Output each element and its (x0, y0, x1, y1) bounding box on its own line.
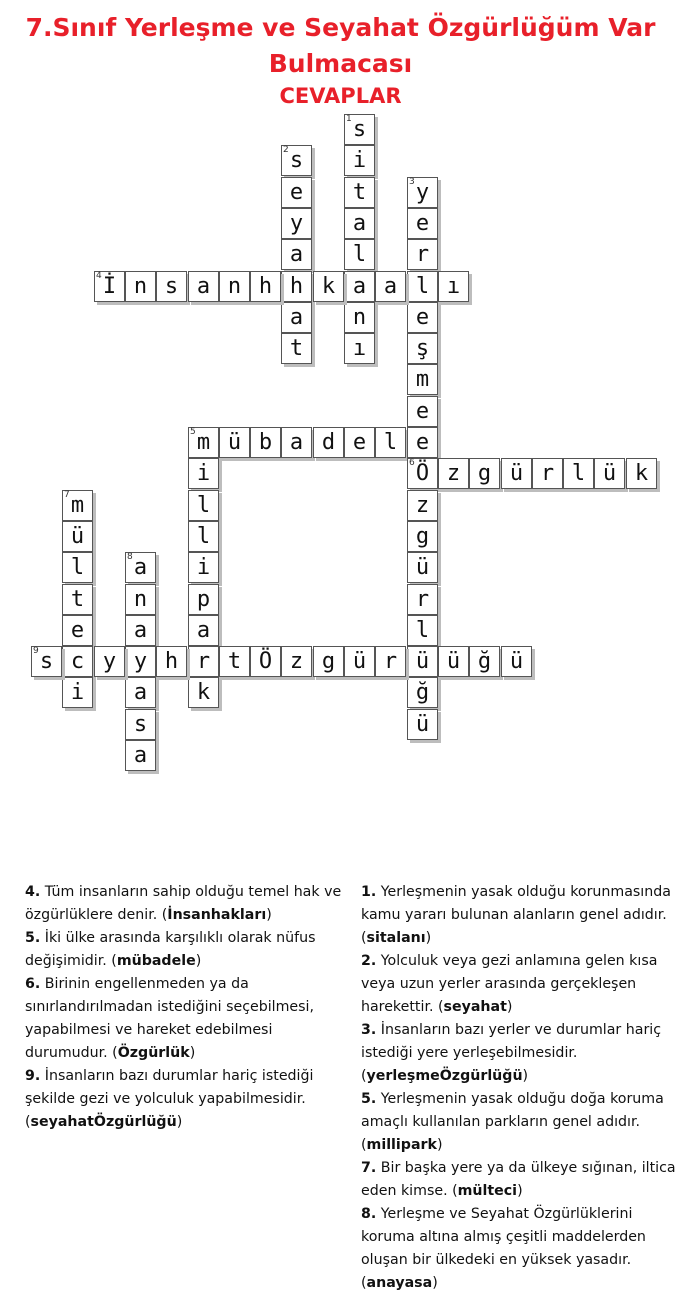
clue-answer: mülteci (457, 1183, 518, 1199)
cell-letter: g (415, 524, 430, 549)
cell-letter: z (446, 461, 461, 486)
cell-letter: ü (509, 461, 524, 486)
cell-letter: a (133, 618, 148, 643)
cell-letter: İ (102, 274, 117, 299)
cell-letter: t (70, 587, 85, 612)
clue-num: 6. (25, 976, 41, 992)
grid-cell (62, 552, 93, 583)
clue-num: 5. (25, 930, 41, 946)
cell-letter: ı (352, 336, 367, 361)
grid-cell (626, 458, 657, 489)
cell-letter: ı (446, 274, 461, 299)
grid-cell (344, 177, 375, 208)
grid-cell (407, 302, 438, 333)
cell-letter: m (415, 367, 430, 392)
clue-text: Birinin engellenmeden ya da sınırlandırılmadan istediğini seçebilmesi, yapabilmesi ve hareket edebilmesi durumudur. ( (25, 976, 315, 1061)
grid-cell (344, 145, 375, 176)
cell-letter: y (289, 211, 304, 236)
cell-letter: ü (446, 649, 461, 674)
grid-cell (313, 646, 344, 677)
cell-letter: n (227, 274, 242, 299)
cell-letter: a (133, 680, 148, 705)
cell-letter: a (352, 211, 367, 236)
cell-letter: ü (415, 649, 430, 674)
clue-number: 2 (283, 145, 289, 155)
clue-text: Bir başka yere ya da ülkeye sığınan, iltica eden kimse. ( (361, 1160, 676, 1199)
cell-letter: n (352, 305, 367, 330)
grid-cell (62, 646, 93, 677)
down-clue-3: 3. İnsanların bazı yerler ve durumlar hariç istediği yere yerleşebilmesidir. (yerleşmeÖzgürlüğü) (361, 1022, 662, 1084)
cell-letter: n (133, 587, 148, 612)
down-clue-2: 2. Yolculuk veya gezi anlamına gelen kısa veya uzun yerler arasında gerçekleşen harekettir. (seyahat) (361, 953, 658, 1015)
grid-cell (281, 208, 312, 239)
cell-letter: l (196, 524, 211, 549)
grid-cell (563, 458, 594, 489)
cell-letter: e (415, 430, 430, 455)
clue-text: İnsanların bazı durumlar hariç istediği şekilde gezi ve yolculuk yapabilmesidir. ( (25, 1068, 314, 1130)
clue-number: 8 (127, 552, 133, 562)
clue-num: 2. (361, 953, 377, 969)
clue-number: 3 (409, 177, 415, 187)
grid-cell (407, 239, 438, 270)
grid-cell (188, 521, 219, 552)
clue-answer: Özgürlük (117, 1045, 190, 1061)
cell-letter: a (289, 242, 304, 267)
cell-letter: g (477, 461, 492, 486)
grid-cell (125, 677, 156, 708)
grid-cell (62, 584, 93, 615)
grid-cell (438, 271, 469, 302)
grid-cell (407, 364, 438, 395)
cell-letter: l (415, 618, 430, 643)
cell-letter: a (133, 555, 148, 580)
grid-cell (156, 646, 187, 677)
grid-cell (438, 458, 469, 489)
cell-letter: y (133, 649, 148, 674)
cell-letter: y (102, 649, 117, 674)
grid-cell (407, 458, 438, 489)
grid-cell (125, 615, 156, 646)
clue-answer: yerleşmeÖzgürlüğü (366, 1068, 523, 1084)
grid-cell (188, 458, 219, 489)
grid-cell (344, 427, 375, 458)
cell-letter: i (70, 680, 85, 705)
clue-number: 5 (190, 427, 196, 437)
cell-letter: k (634, 461, 649, 486)
across-clue-4: 4. Tüm insanların sahip olduğu temel hak ve özgürlüklere denir. (İnsanhakları) (25, 884, 342, 923)
cell-letter: e (415, 211, 430, 236)
grid-cell (281, 427, 312, 458)
cell-letter: e (70, 618, 85, 643)
cell-letter: s (164, 274, 179, 299)
cell-letter: e (352, 430, 367, 455)
cell-letter: d (321, 430, 336, 455)
cell-letter: ü (227, 430, 242, 455)
puzzle-title-line2: Bulmacası (268, 49, 413, 78)
grid-cell (469, 458, 500, 489)
grid-cell (407, 490, 438, 521)
clue-number: 9 (33, 646, 39, 656)
clue-num: 8. (361, 1206, 377, 1222)
grid-cell (375, 271, 406, 302)
cell-letter: e (289, 180, 304, 205)
cell-letter: ü (352, 649, 367, 674)
grid-cell (219, 646, 250, 677)
clue-number: 6 (409, 458, 415, 468)
clue-answer: anayasa (366, 1275, 433, 1291)
grid-cell (188, 615, 219, 646)
cell-letter: i (196, 555, 211, 580)
clue-answer: İnsanhakları (167, 907, 267, 923)
cell-letter: k (196, 680, 211, 705)
cell-letter: ü (70, 524, 85, 549)
answers-heading: CEVAPLAR (279, 84, 402, 108)
cell-letter: r (540, 461, 555, 486)
cell-letter: k (321, 274, 336, 299)
grid-cell (188, 271, 219, 302)
clue-number: 1 (346, 114, 352, 124)
grid-cell (281, 271, 312, 302)
clue-num: 4. (25, 884, 41, 900)
cell-letter: s (289, 148, 304, 173)
grid-cell (281, 646, 312, 677)
grid-cell (281, 302, 312, 333)
cell-letter: e (415, 305, 430, 330)
cell-letter: Ö (415, 461, 430, 486)
grid-cell (188, 646, 219, 677)
grid-cell (62, 490, 93, 521)
grid-cell (125, 271, 156, 302)
grid-cell (188, 584, 219, 615)
cell-letter: ü (602, 461, 617, 486)
cell-letter: b (258, 430, 273, 455)
down-clues (361, 881, 676, 1295)
grid-cell (344, 208, 375, 239)
grid-cell (94, 271, 125, 302)
grid-cell (344, 114, 375, 145)
grid-cell (188, 552, 219, 583)
clue-num: 1. (361, 884, 377, 900)
down-clue-7: 7. Bir başka yere ya da ülkeye sığınan, iltica eden kimse. (mülteci) (361, 1160, 676, 1199)
down-clue-5: 5. Yerleşmenin yasak olduğu doğa koruma amaçlı kullanılan parkların genel adıdır. (millipark) (361, 1091, 664, 1153)
grid-cell (188, 490, 219, 521)
grid-cell (188, 427, 219, 458)
across-clue-5: 5. İki ülke arasında karşılıklı olarak nüfus değişimidir. (mübadele) (25, 930, 316, 969)
cell-letter: s (352, 117, 367, 142)
grid-cell (532, 458, 563, 489)
cell-letter: e (415, 399, 430, 424)
grid-cell (407, 615, 438, 646)
cell-letter: h (164, 649, 179, 674)
cell-letter: a (133, 743, 148, 768)
grid-cell (344, 646, 375, 677)
cell-letter: a (289, 430, 304, 455)
cell-letter: t (289, 336, 304, 361)
grid-cell (407, 552, 438, 583)
grid-cell (313, 427, 344, 458)
cell-letter: l (415, 274, 430, 299)
grid-cell (250, 646, 281, 677)
grid-cell (407, 271, 438, 302)
cell-letter: ü (509, 649, 524, 674)
grid-cell (407, 333, 438, 364)
cell-letter: s (133, 712, 148, 737)
grid-cell (125, 740, 156, 771)
cell-letter: a (352, 274, 367, 299)
grid-cell (219, 271, 250, 302)
clue-number: 4 (96, 271, 102, 281)
cell-letter: n (133, 274, 148, 299)
clue-text: Yerleşme ve Seyahat Özgürlüklerini koruma altına almış çeşitli maddelerden oluşan bir ülkedeki en yüksek yasadır. ( (361, 1206, 646, 1291)
cell-letter: p (196, 587, 211, 612)
grid-cell (344, 239, 375, 270)
cell-letter: ğ (415, 680, 430, 705)
cell-letter: Ö (258, 649, 273, 674)
clue-text: Tüm insanların sahip olduğu temel hak ve özgürlüklere denir. ( (25, 884, 342, 923)
grid-cell (407, 584, 438, 615)
cell-letter: a (196, 618, 211, 643)
across-clue-9: 9. İnsanların bazı durumlar hariç istediği şekilde gezi ve yolculuk yapabilmesidir. (seyahatÖzgürlüğü) (25, 1068, 314, 1130)
grid-cell (125, 646, 156, 677)
grid-cell (407, 677, 438, 708)
clue-number: 7 (64, 490, 70, 500)
cell-letter: r (196, 649, 211, 674)
grid-cell (407, 646, 438, 677)
clue-answer: seyahat (443, 999, 507, 1015)
cell-letter: s (39, 649, 54, 674)
grid-cell (250, 271, 281, 302)
grid-cell (94, 646, 125, 677)
cell-letter: l (571, 461, 586, 486)
clue-answer: millipark (366, 1137, 437, 1153)
grid-cell (281, 239, 312, 270)
grid-cell (281, 145, 312, 176)
across-clue-6: 6. Birinin engellenmeden ya da sınırlandırılmadan istediğini seçebilmesi, yapabilmesi ve hareket edebilmesi durumudur. (Özgürlük) (25, 976, 315, 1061)
clue-text: Yerleşmenin yasak olduğu doğa koruma amaçlı kullanılan parkların genel adıdır. ( (361, 1091, 664, 1153)
grid-cell (407, 177, 438, 208)
clue-answer: sitalanı (366, 930, 426, 946)
grid-cell (125, 709, 156, 740)
cell-letter: a (383, 274, 398, 299)
grid-cell (501, 458, 532, 489)
grid-cell (344, 271, 375, 302)
grid-cell (407, 208, 438, 239)
clue-text: Yolculuk veya gezi anlamına gelen kısa veya uzun yerler arasında gerçekleşen harekettir. ( (361, 953, 658, 1015)
cell-letter: m (196, 430, 211, 455)
cell-letter: y (415, 180, 430, 205)
cell-letter: a (196, 274, 211, 299)
cell-letter: ü (415, 712, 430, 737)
down-clue-8: 8. Yerleşme ve Seyahat Özgürlüklerini koruma altına almış çeşitli maddelerden oluşan bir ülkedeki en yüksek yasadır. (anayasa) (361, 1206, 646, 1291)
clue-answer: seyahatÖzgürlüğü (30, 1114, 177, 1130)
grid-cell (594, 458, 625, 489)
grid-cell (501, 646, 532, 677)
clue-num: 3. (361, 1022, 377, 1038)
grid-cell (313, 271, 344, 302)
down-clue-1: 1. Yerleşmenin yasak olduğu korunmasında kamu yararı bulunan alanların genel adıdır. (sitalanı) (361, 884, 671, 946)
grid-cell (250, 427, 281, 458)
grid-cell (188, 677, 219, 708)
cell-letter: r (415, 587, 430, 612)
cell-letter: z (289, 649, 304, 674)
cell-letter: ş (415, 336, 430, 361)
grid-cell (281, 177, 312, 208)
grid-cell (344, 333, 375, 364)
cell-letter: ğ (477, 649, 492, 674)
cell-letter: i (352, 148, 367, 173)
clue-num: 9. (25, 1068, 41, 1084)
cell-letter: r (415, 242, 430, 267)
grid-cell (156, 271, 187, 302)
clue-answer: mübadele (116, 953, 196, 969)
grid-cell (219, 427, 250, 458)
cell-letter: z (415, 493, 430, 518)
cell-letter: ü (415, 555, 430, 580)
clue-text: İnsanların bazı yerler ve durumlar hariç istediği yere yerleşebilmesidir. ( (361, 1022, 662, 1084)
cell-letter: l (70, 555, 85, 580)
grid-cell (469, 646, 500, 677)
cell-letter: c (70, 649, 85, 674)
cell-letter: t (227, 649, 242, 674)
grid-cell (375, 646, 406, 677)
cell-letter: l (196, 493, 211, 518)
grid-cell (407, 709, 438, 740)
grid-cell (438, 646, 469, 677)
clue-text: İki ülke arasında karşılıklı olarak nüfus değişimidir. ( (25, 930, 316, 969)
clue-num: 7. (361, 1160, 377, 1176)
cell-letter: l (352, 242, 367, 267)
cell-letter: a (289, 305, 304, 330)
grid-cell (62, 521, 93, 552)
cell-letter: r (383, 649, 398, 674)
grid-cell (62, 615, 93, 646)
cell-letter: m (70, 493, 85, 518)
grid-cell (31, 646, 62, 677)
grid-cell (62, 677, 93, 708)
clue-num: 5. (361, 1091, 377, 1107)
cell-letter: h (258, 274, 273, 299)
puzzle-title-line1: 7.Sınıf Yerleşme ve Seyahat Özgürlüğüm Var (25, 13, 656, 42)
grid-cell (281, 333, 312, 364)
grid-cell (125, 584, 156, 615)
across-clues (25, 881, 345, 1134)
cell-letter: g (321, 649, 336, 674)
grid-cell (125, 552, 156, 583)
grid-cell (407, 521, 438, 552)
grid-cell (407, 427, 438, 458)
grid-cell (375, 427, 406, 458)
clue-text: Yerleşmenin yasak olduğu korunmasında kamu yararı bulunan alanların genel adıdır. ( (361, 884, 671, 946)
grid-cell (344, 302, 375, 333)
cell-letter: t (352, 180, 367, 205)
grid-cell (407, 396, 438, 427)
cell-letter: h (289, 274, 304, 299)
cell-letter: l (383, 430, 398, 455)
cell-letter: i (196, 461, 211, 486)
